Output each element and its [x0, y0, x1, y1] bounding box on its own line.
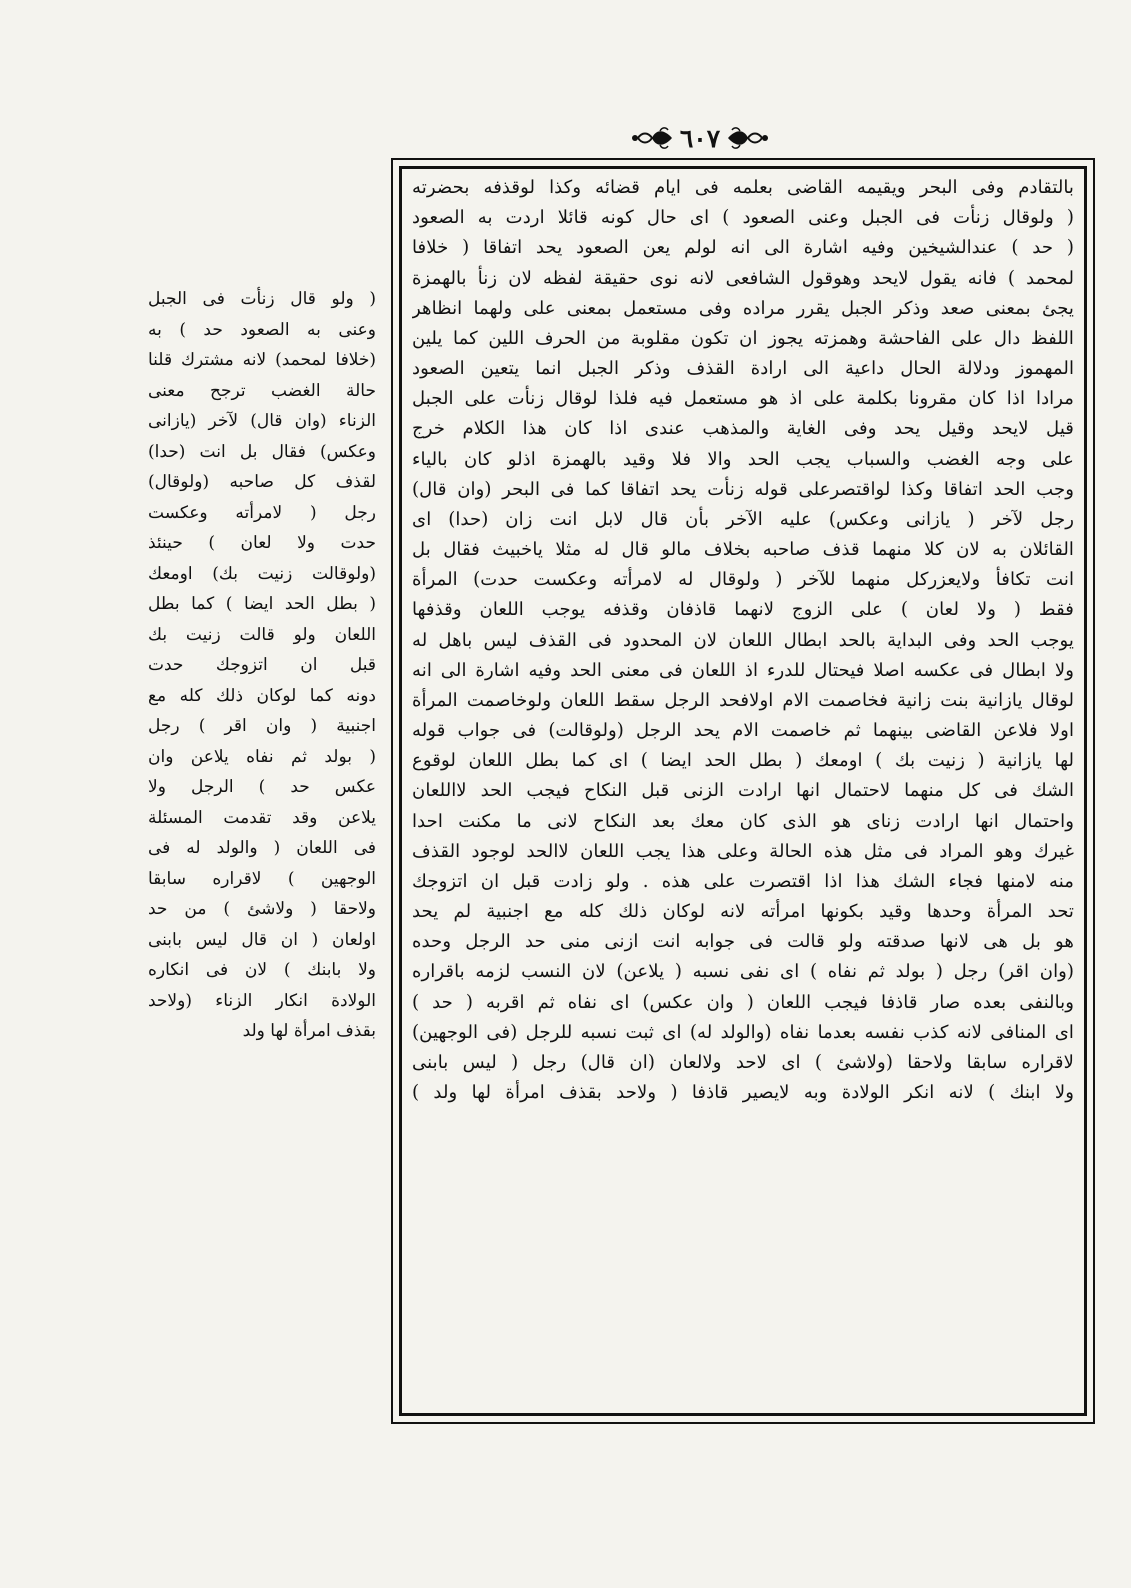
margin-line: الوجهين ) لاقراره سابقا	[148, 868, 376, 889]
text-line: وبالنفى بعده صار قاذفا فيجب اللعان ( وان عكس) اى نفاه ثم اقربه ( حد )	[412, 991, 1074, 1013]
text-line: منه لامنها فجاء الشك هذا اذا اقتصرت على هذه . ولو زادت قبل ان اتزوجك	[412, 870, 1074, 892]
text-line: يوجب الحد وفى البداية بالحد ابطال اللعان لان المحدود فى القذف ليس باهل له	[412, 629, 1074, 651]
margin-line: الزناء (وان قال) لآخر (يازانى	[148, 411, 376, 431]
margin-line: اللعان ولو قالت زنيت بك	[148, 624, 376, 645]
text-line: ( حد ) عندالشيخين وفيه اشارة الى انه لولم يعن الصعود يحد اتفاقا ( خلافا	[412, 237, 1074, 259]
margin-line: يلاعن وقد تقدمت المسئلة	[148, 807, 376, 828]
floral-ornament-icon	[726, 125, 770, 151]
text-line: لمحمد ) فانه يقول لايحد وهوقول الشافعى لانه نوى حقيقة لفظه لان زنأ بالهمزة	[412, 267, 1074, 289]
margin-line: ( بطل الحد ايضا ) كما بطل	[148, 594, 376, 614]
text-line: لاقراره سابقا ولاحقا (ولاشئ ) اى لاحد ولالعان (ان قال) رجل ( ليس بابنى	[412, 1051, 1074, 1073]
margin-line: الولادة انكار الزناء (ولاحد	[148, 990, 376, 1011]
margin-line: (ولوقالت زنيت بك) اومعك	[148, 563, 376, 584]
text-line: ( ولوقال زنأت فى الجبل وعنى الصعود ) اى حال كونه قائلا اردت به الصعود	[412, 207, 1074, 229]
text-line: اللفظ دال على الفاحشة وهمزته يجوز ان تكون مقلوبة من الحرف اللين كما يلين	[412, 327, 1074, 349]
margin-line: بقذف امرأة لها ولد	[242, 1021, 376, 1041]
margin-line: رجل ( لامرأته وعكست	[148, 502, 376, 523]
text-line: يجئ بمعنى صعد وذكر الجبل يقرر مراده وفى مستعمل بمعنى على ولهما انظاهر	[412, 297, 1074, 319]
margin-line: حدت ولا لعان ) حينئذ	[148, 533, 376, 553]
text-line: لها يازانية ( زنيت بك ) اومعك ( بطل الحد ايضا ) اى كما بطل اللعان لوقوع	[412, 750, 1074, 772]
margin-line: ( بولد ثم نفاه يلاعن وان	[148, 746, 376, 767]
margin-line: فى اللعان ( والولد له فى	[148, 838, 376, 858]
text-line: رجل لآخر ( يازانى وعكس) عليه الآخر بأن قال لابل انت زان (حدا) اى	[412, 508, 1074, 530]
margin-line: وعنى به الصعود حد ) به	[148, 319, 376, 340]
margin-line: وعكس) فقال بل انت (حدا)	[148, 441, 376, 462]
text-line: مرادا اذا كان مقرونا بكلمة على اذ هو مستعمل فيه فلذا لوقال زنأت على الجبل	[412, 388, 1074, 410]
text-line: هو بل هى لانها صدقته ولو قالت فى جوابه انت ازنى منى حد الرجل وحده	[412, 931, 1074, 953]
text-line: فقط ( ولا لعان ) على الزوج لانهما قاذفان وقذفه يوجب اللعان وقذفها	[412, 599, 1074, 621]
margin-line: حالة الغضب ترجح معنى	[148, 380, 376, 401]
text-line: انت تكافأ ولايعزركل منهما للآخر ( ولوقال له لامرأته وعكست حدت) المرأة	[412, 569, 1074, 591]
main-text-frame	[391, 158, 1095, 1424]
text-line: تحد المرأة وحدها وقيد بكونها امرأته لانه لوكان ذلك كله مع اجنبية لم يحد	[412, 901, 1074, 923]
margin-commentary	[148, 284, 376, 1047]
margin-line: ولا بابنك ) لان فى انكاره	[148, 960, 376, 980]
page-header	[625, 118, 775, 158]
margin-line: دونه كما لوكان ذلك كله مع	[148, 685, 376, 706]
text-line: وجب الحد اتفاقا وكذا لواقتصرعلى قوله زنأت يحد اتفاقا كما فى البحر (وان قال)	[412, 478, 1074, 500]
margin-line: ( ولو قال زنأت فى الجبل	[148, 289, 376, 309]
margin-line: لقذف كل صاحبه (ولوقال)	[148, 472, 376, 492]
text-line: ولا ابنك ) لانه انكر الولادة وبه لايصير قاذفا ( ولاحد بقذف امرأة لها ولد )	[412, 1082, 1074, 1104]
text-line: على وجه الغضب والسباب يجب الحد والا فلا وقيد بالهمزة اذلو كان بالياء	[412, 448, 1074, 470]
margin-line: (خلافا لمحمد) لانه مشترك قلنا	[148, 350, 376, 370]
text-line: بالتقادم وفى البحر ويقيمه القاضى بعلمه فى ايام قضائه وكذا لوقذفه بحضرته	[412, 177, 1074, 198]
text-line: الشك فى كل منهما لاحتمال انها ارادت الزنى قبل النكاح فيجب الحد لااللعان	[412, 780, 1074, 802]
text-line: اى المنافى لانه كذب نفسه بعدما نفاه (والولد له) اى ثبت نسبه للرجل (فى الوجهين)	[412, 1021, 1074, 1043]
text-line: المهموز ودلالة الحال داعية الى ارادة القذف وذكر الجبل انما يتعين الصعود	[412, 358, 1074, 380]
margin-line: اولعان ( ان قال ليس بابنى	[148, 929, 376, 950]
text-line: اولا فلاعن القاضى بينهما ثم خاصمت الام يحد الرجل (ولوقالت) فى جواب قوله	[412, 720, 1074, 742]
text-line: لوقال يازانية بنت زانية فخاصمت الام اولافحد الرجل سقط اللعان ولوخاصمت المرأة	[412, 689, 1074, 711]
text-line: قيل لايحد وقيل يحد وفى الغاية والمذهب عندى اذا كان هذا الكلام خرج	[412, 418, 1074, 440]
page-number: ٦٠٧	[679, 123, 721, 153]
floral-ornament-icon	[630, 125, 674, 151]
margin-line: ولاحقا ( ولاشئ ) من حد	[148, 899, 376, 919]
text-line: (وان اقر) رجل ( بولد ثم نفاه ) اى نفى نسبه ( يلاعن) لان النسب لزمه باقراره	[412, 961, 1074, 983]
text-line: غيرك وهو المراد فى مثل هذه الحالة وعلى هذا يجب اللعان لاالحد لوجود القذف	[412, 840, 1074, 862]
text-line: واحتمال انها ارادت زناى هو الذى كان معك بعد النكاح لانى ما مكنت احدا	[412, 810, 1074, 832]
margin-line: عكس حد ) الرجل ولا	[148, 777, 376, 797]
text-line: ولا ابطال فى عكسه اصلا فيحتال للدرء اذ اللعان فى معنى الحد وفيه اشارة الى انه	[412, 659, 1074, 681]
text-line: القائلان به لان كلا منهما قذف صاحبه بخلاف مالو قال له مثلا ياخبيث فقال بل	[412, 539, 1074, 561]
main-text-block	[399, 166, 1087, 1416]
margin-line: اجنبية ( وان اقر ) رجل	[148, 716, 376, 736]
margin-line: قبل ان اتزوجك حدت	[148, 655, 376, 675]
